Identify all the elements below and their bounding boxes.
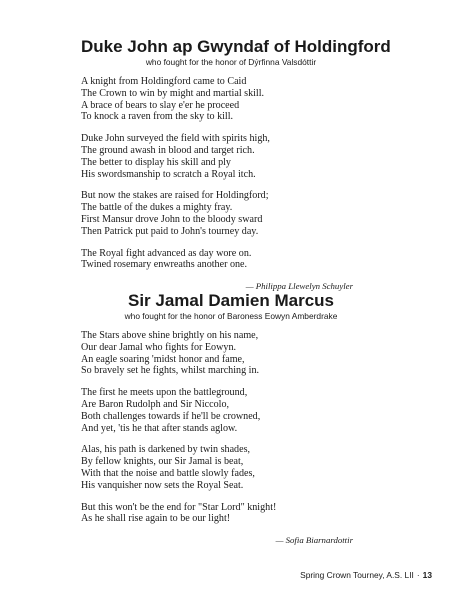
poem-attribution: — Philippa Llewelyn Schuyler [245,281,353,292]
poem-line: First Mansur drove John to the bloody sward [81,213,263,225]
poem-line: A brace of bears to slay e'er he proceed [81,99,240,111]
poem-line: The better to display his skill and ply [81,156,231,168]
poem-line: Twined rosemary enwreaths another one. [81,259,248,271]
poem-dedication: who fought for the honor of Dýrfinna Valsdóttir [145,57,317,67]
poem-line: An eagle soaring 'midst honor and fame, [81,353,245,365]
poem-line: A knight from Holdingford came to Caid [81,76,247,87]
stanza [81,444,381,491]
poem-line: Are Baron Rudolph and Sir Niccolo, [81,398,230,410]
poem-line: The Stars above shine brightly on his name, [81,330,259,341]
poem-dedication: who fought for the honor of Baroness Eowyn Amberdrake [124,311,338,321]
footer-separator: · [416,570,420,580]
footer-publication: Spring Crown Tourney, A.S. LII [300,570,414,580]
stanza [81,133,381,180]
poem-line: With that the noise and battle slowly fades, [81,467,255,479]
poem-duke-john [81,37,391,292]
poem-line: The Royal fight advanced as day wore on. [81,247,252,259]
poem-title: Duke John ap Gwyndaf of Holdingford [81,37,391,56]
stanza [81,387,381,434]
stanza [81,76,381,123]
poem-line: But now the stakes are raised for Holdingford; [81,190,269,202]
stanza [81,502,381,526]
poem-line: Duke John surveyed the field with spirits high, [81,133,270,145]
poem-line: As he shall rise again to be our light! [81,513,231,525]
poem-attribution: — Sofia Biarnardottir [275,535,353,546]
poem-line: To knock a raven from the sky to kill. [81,111,234,123]
poem-line: Alas, his path is darkened by twin shades, [81,444,251,456]
poem-line: Both challenges towards if he'll be crowned, [81,410,261,422]
poem-line: So bravely set he fights, whilst marching in. [81,365,260,377]
poem-line: The first he meets upon the battleground, [81,387,248,399]
poem-line: His swordsmanship to scratch a Royal itch. [81,168,256,180]
poem-sir-jamal [81,291,381,546]
poem-line: The battle of the dukes a mighty fray. [81,202,233,214]
poem-line: Then Patrick put paid to John's tourney day. [81,225,259,237]
poem-line: But this won't be the end for "Star Lord" knight! [81,501,277,513]
stanza [81,248,381,272]
page-number: 13 [422,570,432,580]
poem-line: His vanquisher now sets the Royal Seat. [81,479,244,491]
page-footer [300,570,432,580]
stanza [81,190,381,237]
poem-title: Sir Jamal Damien Marcus [128,291,334,310]
poem-line: By fellow knights, our Sir Jamal is beat, [81,456,244,468]
poem-line: Our dear Jamal who fights for Eowyn. [81,341,237,353]
poem-line: The Crown to win by might and martial skill. [81,87,265,99]
stanza [81,330,381,377]
poem-line: The ground awash in blood and target rich. [81,144,255,156]
poem-line: And yet, 'tis he that after stands aglow. [81,422,238,434]
